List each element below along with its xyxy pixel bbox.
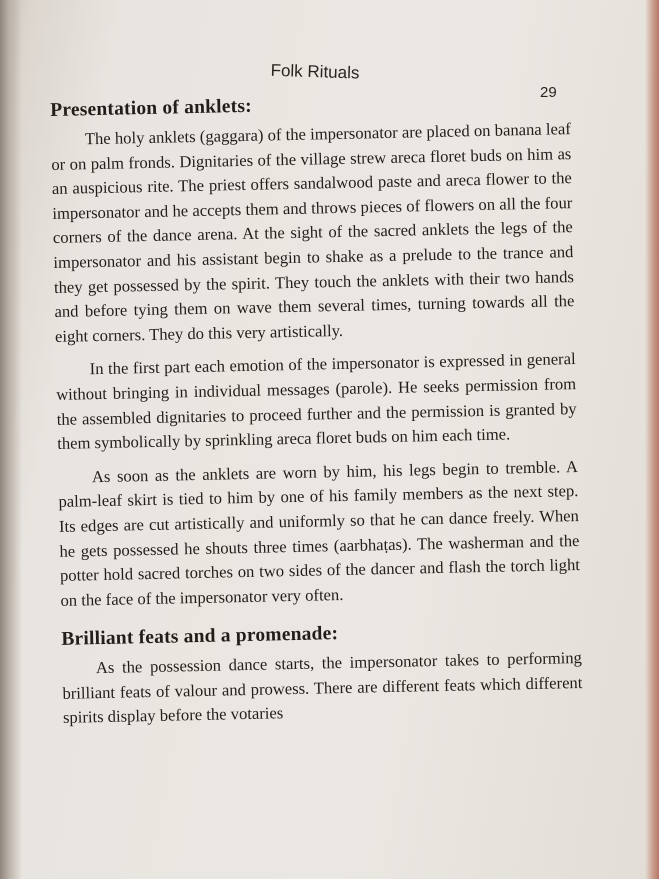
book-spine-shadow bbox=[0, 0, 22, 879]
paragraph: As soon as the anklets are worn by him, his legs begin to tremble. A palm-leaf skirt is tied to him by one of his family members as the next step. Its edges are cut artistically and uniformly so that he can dance freely. When he gets possessed he shouts three times (aarbhaṭas). The washerman and the potter hold sacred torches on two sides of the dancer and flash the torch light on the face of the impersonator very often. bbox=[58, 456, 581, 610]
section-heading: Brilliant feats and a promenade: bbox=[61, 623, 339, 651]
body-text bbox=[50, 87, 583, 740]
facing-page-edge bbox=[645, 0, 659, 879]
paragraph: In the first part each emotion of the impersonator is expressed in general without bringing in individual messages (parole). He seeks permission from the assembled dignitaries to proceed further and the permission is granted by them symbolically by sprinkling areca floret buds on him each time. bbox=[56, 349, 577, 454]
paragraph: The holy anklets (gaggara) of the impersonator are placed on banana leaf or on palm fronds. Dignitaries of the village strew areca floret buds on him as an auspicious rite. The priest offers sandalwood paste and areca flower to the impersonator and he accepts them and throws pieces of flowers on all the four corners of the dance arena. At the sight of the sacred anklets the legs of the impersonator and his assistant begin to shake as a prelude to the trance and they get possessed by the spirit. They touch the anklets with their two hands and before tying them on wave them several times, turning towards all the eight corners. They do this very artistically. bbox=[51, 119, 575, 346]
page-number: 29 bbox=[540, 84, 557, 101]
paragraph: As the possession dance starts, the impersonator takes to performing brilliant feats of valour and prowess. There are different feats which different spirits display before the votaries bbox=[62, 648, 583, 728]
running-head: Folk Rituals bbox=[270, 60, 360, 83]
section-heading: Presentation of anklets: bbox=[50, 95, 253, 121]
